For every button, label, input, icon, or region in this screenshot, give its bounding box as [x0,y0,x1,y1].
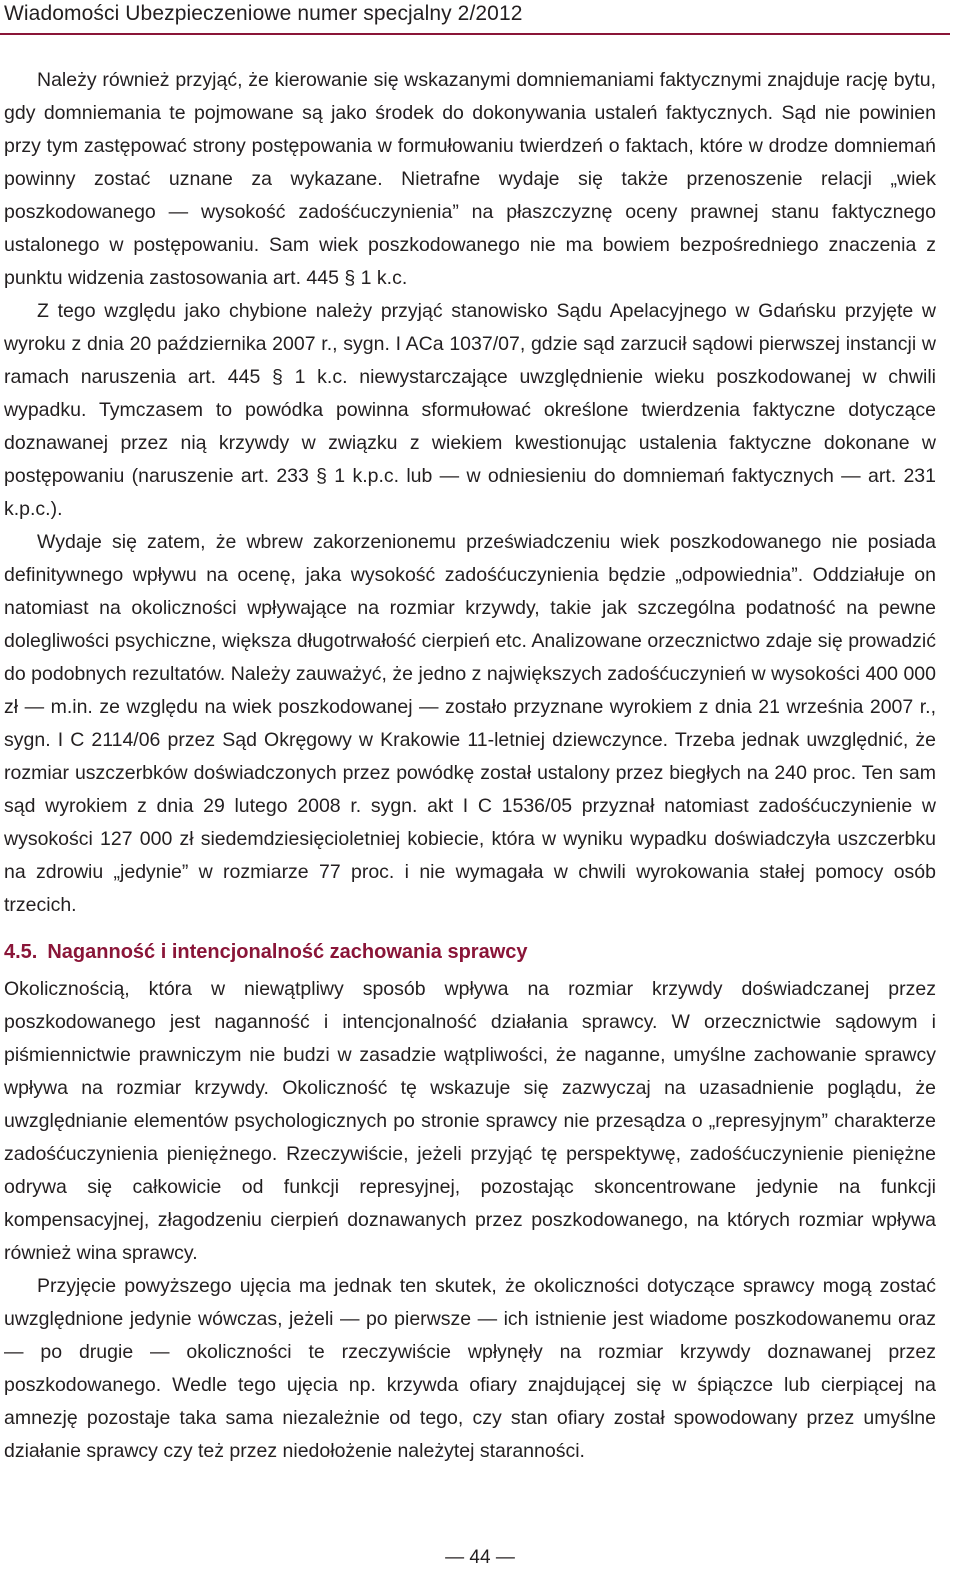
section-number: 4.5. [4,941,38,963]
paragraph: Wydaje się zatem, że wbrew zakorzenionemu przeświadczeniu wiek poszkodowanego nie posiada definitywnego wpływu na ocenę, jaka wysokość zadośćuczynienia będzie „odpowiednia”. Oddziałuje on natomiast na okoliczności wpływające na rozmiar krzywdy, takie jak szczególna podatność na pewne dolegliwości psychiczne, większa długotrwałość cierpień etc. Analizowane orzecznictwo zdaje się prowadzić do podobnych rezultatów. Należy zauważyć, że jedno z największych zadośćuczynień w wysokości 400 000 zł — m.in. ze względu na wiek poszkodowanej — zostało przyznane wyrokiem z dnia 21 września 2007 r., sygn. I C 2114/06 przez Sąd Okręgowy w Krakowie 11-letniej dziewczynce. Trzeba jednak uwzględnić, że rozmiar uszczerbków doświadczonych przez powódkę został ustalony przez biegłych na 240 proc. Ten sam sąd wyrokiem z dnia 29 lutego 2008 r. sygn. akt I C 1536/05 przyznał natomiast zadośćuczynienie w wysokości 127 000 zł siedemdziesięcioletniej kobiecie, która w wyniku wypadku doświadczyła uszczerbku na zdrowiu „jedynie” w rozmiarze 77 proc. i nie wymagała w chwili wyrokowania stałej pomocy osób trzecich. [4,531,936,916]
page-number: — 44 — [445,1547,515,1568]
header-divider [0,33,950,35]
section-heading [4,938,936,966]
paragraph: Należy również przyjąć, że kierowanie się wskazanymi domniemaniami faktycznymi znajduje rację bytu, gdy domniemania te pojmowane są jako środek do dokonywania ustaleń faktycznych. Sąd nie powinien przy tym zastępować strony postępowania w formułowaniu twierdzeń o faktach, które w drodze domniemań powinny zostać uznane za wykazane. Nietrafne wydaje się także przenoszenie relacji „wiek poszkodowanego — wysokość zadośćuczynienia” na płaszczyznę oceny prawnej stanu faktycznego ustalonego w postępowaniu. Sam wiek poszkodowanego nie ma bowiem bezpośredniego znaczenia z punktu widzenia zastosowania art. 445 § 1 k.c. [4,69,936,289]
paragraph: Okolicznością, która w niewątpliwy sposób wpływa na rozmiar krzywdy doświadczanej przez poszkodowanego jest naganność i intencjonalność działania sprawcy. W orzecznictwie sądowym i piśmiennictwie prawniczym nie budzi w zasadzie wątpliwości, że naganne, umyślne zachowanie sprawcy wpływa na rozmiar krzywdy. Okoliczność tę wskazuje się zazwyczaj na uzasadnienie poglądu, że uwzględnianie elementów psychologicznych po stronie sprawcy nie przesądza o „represyjnym” charakterze zadośćuczynienia pieniężnego. Rzeczywiście, jeżeli przyjąć tę perspektywę, zadośćuczynienie pieniężne odrywa się całkowicie od funkcji represyjnej, pozostając skoncentrowane jedynie na funkcji kompensacyjnej, złagodzeniu cierpień doznawanych przez poszkodowanego, na których rozmiar wpływa również wina sprawcy. [4,978,936,1264]
article-body [4,64,936,1468]
paragraph: Przyjęcie powyższego ujęcia ma jednak ten skutek, że okoliczności dotyczące sprawcy mogą zostać uwzględnione jedynie wówczas, jeżeli — po pierwsze — ich istnienie jest wiadome poszkodowanemu oraz — po drugie — okoliczności te rzeczywiście wpłynęły na rozmiar krzywdy doznawanej przez poszkodowanego. Wedle tego ujęcia np. krzywda ofiary znajdującej się w śpiączce lub cierpiącej na amnezję pozostaje taka sama niezależnie od tego, czy stan ofiary został spowodowany przez umyślne działanie sprawcy czy też przez niedołożenie należytej staranności. [4,1275,936,1462]
paragraph: Z tego względu jako chybione należy przyjąć stanowisko Sądu Apelacyjnego w Gdańsku przyjęte w wyroku z dnia 20 października 2007 r., sygn. I ACa 1037/07, gdzie sąd zarzucił sądowi pierwszej instancji w ramach naruszenia art. 445 § 1 k.c. niewystarczające uwzględnienie wieku poszkodowanej w chwili wypadku. Tymczasem to powódka powinna sformułować określone twierdzenia faktyczne dotyczące doznawanej przez nią krzywdy w związku z wiekiem kwestionując ustalenia faktyczne dokonane w postępowaniu (naruszenie art. 233 § 1 k.p.c. lub — w odniesieniu do domniemań faktycznych — art. 231 k.p.c.). [4,300,936,520]
section-title: Naganność i intencjonalność zachowania sprawcy [47,941,528,963]
running-header: Wiadomości Ubezpieczeniowe numer specjalny 2/2012 [4,2,523,25]
